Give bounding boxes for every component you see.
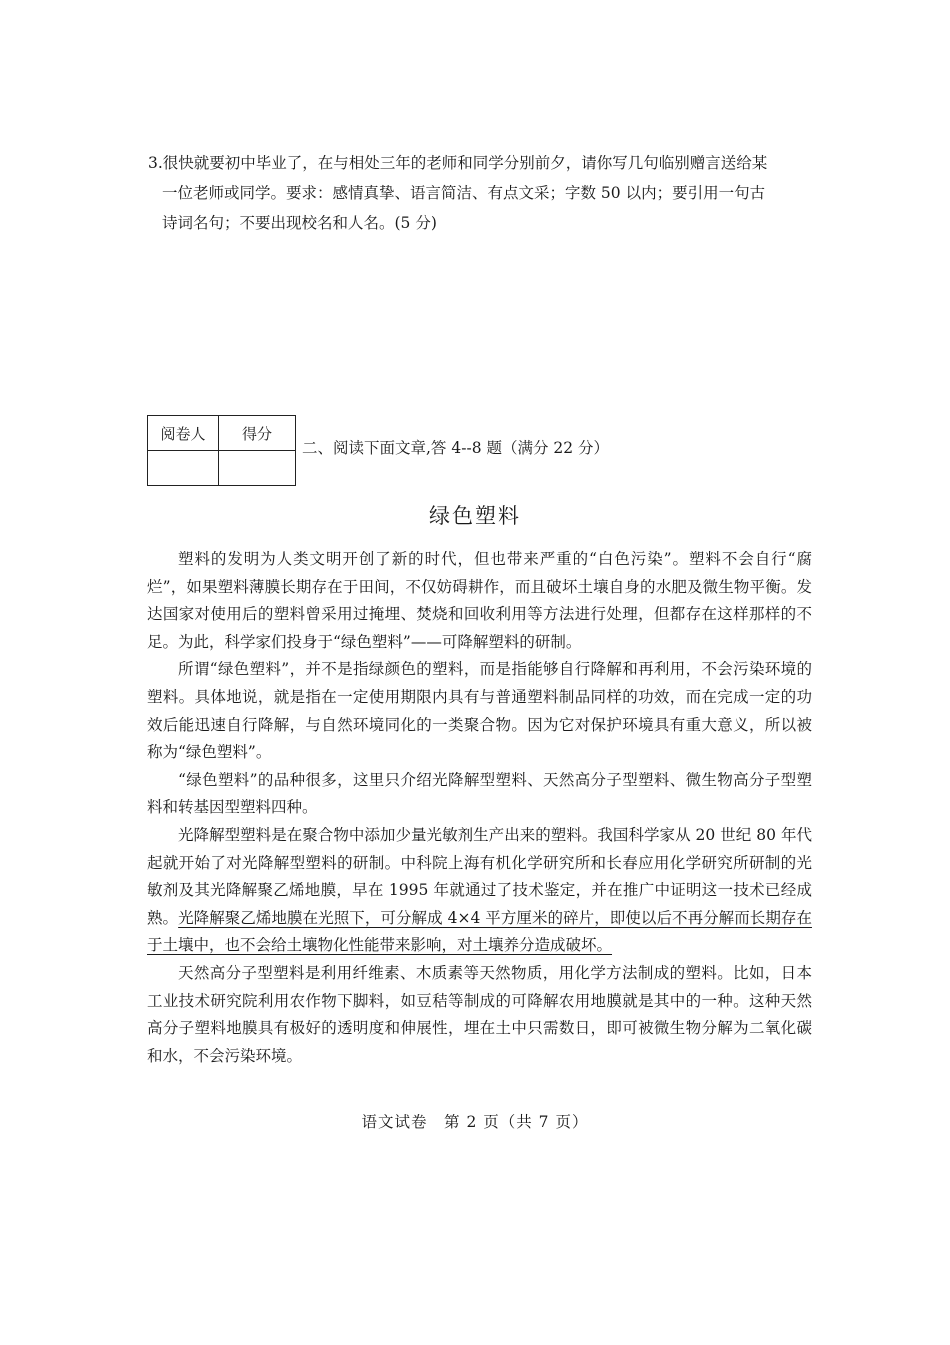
article-title: 绿色塑料 bbox=[429, 504, 521, 528]
section-2-heading: 二、阅读下面文章,答 4--8 题（满分 22 分） bbox=[302, 439, 610, 457]
article-body bbox=[147, 546, 812, 1070]
score-box bbox=[147, 415, 296, 486]
paragraph-4 bbox=[147, 822, 812, 960]
paragraph-1: 塑料的发明为人类文明开创了新的时代，但也带来严重的“白色污染”。塑料不会自行“腐烂”，如果塑料薄膜长期存在于田间，不仅妨碍耕作，而且破坏土壤自身的水肥及微生物平衡。发达国家对使用后的塑料曾采用过掩埋、焚烧和回收利用等方法进行处理，但都存在这样那样的不足。为此，科学家们投身于“绿色塑料”——可降解塑料的研制。 bbox=[147, 550, 812, 651]
score-label: 得分 bbox=[219, 416, 296, 451]
page-footer: 语文试卷 第 2 页（共 7 页） bbox=[361, 1113, 589, 1131]
question-3-line-1: 3.很快就要初中毕业了，在与相处三年的老师和同学分别前夕，请你写几句临别赠言送给某 bbox=[148, 154, 768, 172]
underlined-sentence: 光降解聚乙烯地膜在光照下，可分解成 4×4 平方厘米的碎片，即使以后不再分解而长期存在于土壤中，也不会给土壤物化性能带来影响，对土壤养分造成破坏。 bbox=[147, 908, 812, 955]
reviewer-cell bbox=[148, 451, 219, 486]
question-3-line-2: 一位老师或同学。要求：感情真挚、语言简洁、有点文采；字数 50 以内；要引用一句古 bbox=[162, 184, 766, 202]
question-3 bbox=[148, 148, 818, 238]
reviewer-label: 阅卷人 bbox=[148, 416, 219, 451]
paragraph-2: 所谓“绿色塑料”，并不是指绿颜色的塑料，而是指能够自行降解和再利用，不会污染环境的塑料。具体地说，就是指在一定使用期限内具有与普通塑料制品同样的功效，而在完成一定的功效后能迅速自行降解，与自然环境同化的一类聚合物。因为它对保护环境具有重大意义，所以被称为“绿色塑料”。 bbox=[147, 660, 812, 762]
paragraph-5: 天然高分子型塑料是利用纤维素、木质素等天然物质，用化学方法制成的塑料。比如，日本工业技术研究院利用农作物下脚料，如豆秸等制成的可降解农用地膜就是其中的一种。这种天然高分子塑料地膜具有极好的透明度和伸展性，埋在土中只需数日，即可被微生物分解为二氧化碳和水，不会污染环境。 bbox=[147, 963, 812, 1065]
paragraph-3: “绿色塑料”的品种很多，这里只介绍光降解型塑料、天然高分子型塑料、微生物高分子型塑料和转基因型塑料四种。 bbox=[147, 770, 812, 817]
score-cell bbox=[219, 451, 296, 486]
question-3-line-3: 诗词名句；不要出现校名和人名。(5 分) bbox=[162, 214, 437, 232]
paragraph-4-text: 光降解型塑料是在聚合物中添加少量光敏剂生产出来的塑料。我国科学家从 20 世纪 80 年代起就开始了对光降解型塑料的研制。中科院上海有机化学研究所和长春应用化学研究所研制的光敏剂及其光降解聚乙烯地膜，早在 1995 年就通过了技术鉴定，并在推广中证明这一技术已经成熟。 bbox=[147, 825, 812, 927]
